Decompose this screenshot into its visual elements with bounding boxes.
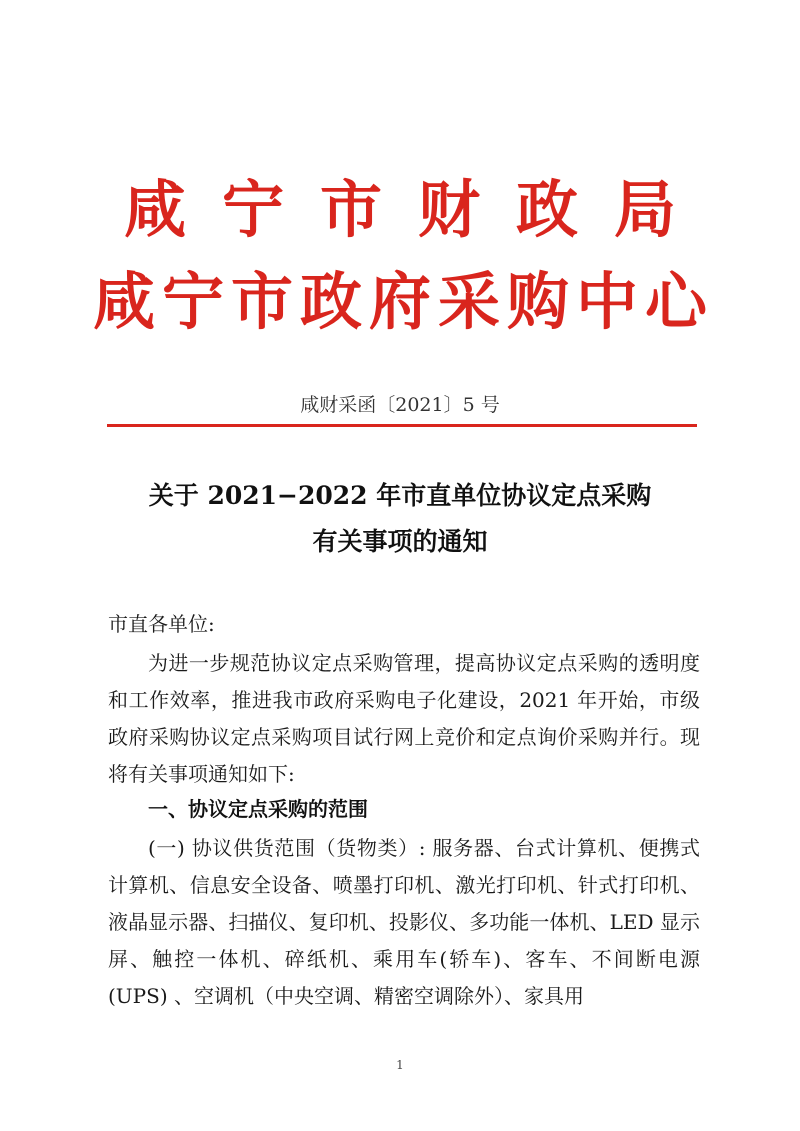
issuer-line-finance-bureau: 咸宁市财政局 — [123, 173, 712, 246]
issuer-line-procurement-center: 咸宁市政府采购中心 — [92, 265, 714, 338]
page-number: 1 — [396, 1058, 404, 1072]
document-number: 咸财采函〔2021〕5 号 — [300, 394, 500, 416]
section-heading: 一、协议定点采购的范围 — [148, 797, 368, 821]
scope-paragraph: (一) 协议供货范围（货物类）: 服务器、台式计算机、便携式计算机、信息安全设备、喷墨打印机、激光打印机、针式打印机、液晶显示器、扫描仪、复印机、投影仪、多功能一体机、LED 显示屏、触控一体机、碎纸机、乘用车(轿车)、客车、不间断电源(UPS) 、空调机（中央空调、精密空调除外）、家具用 — [108, 836, 700, 1008]
intro-paragraph: 为进一步规范协议定点采购管理，提高协议定点采购的透明度和工作效率，推进我市政府采购电子化建设，2021 年开始，市级政府采购协议定点采购项目试行网上竞价和定点询价采购并行。现将有关事项通知如下: — [108, 651, 700, 786]
document-title-line2: 有关事项的通知 — [312, 527, 488, 556]
red-divider-line — [107, 424, 697, 427]
document-title-line1: 关于 2021−2022 年市直单位协议定点采购 — [148, 481, 652, 510]
salutation: 市直各单位: — [108, 612, 215, 636]
